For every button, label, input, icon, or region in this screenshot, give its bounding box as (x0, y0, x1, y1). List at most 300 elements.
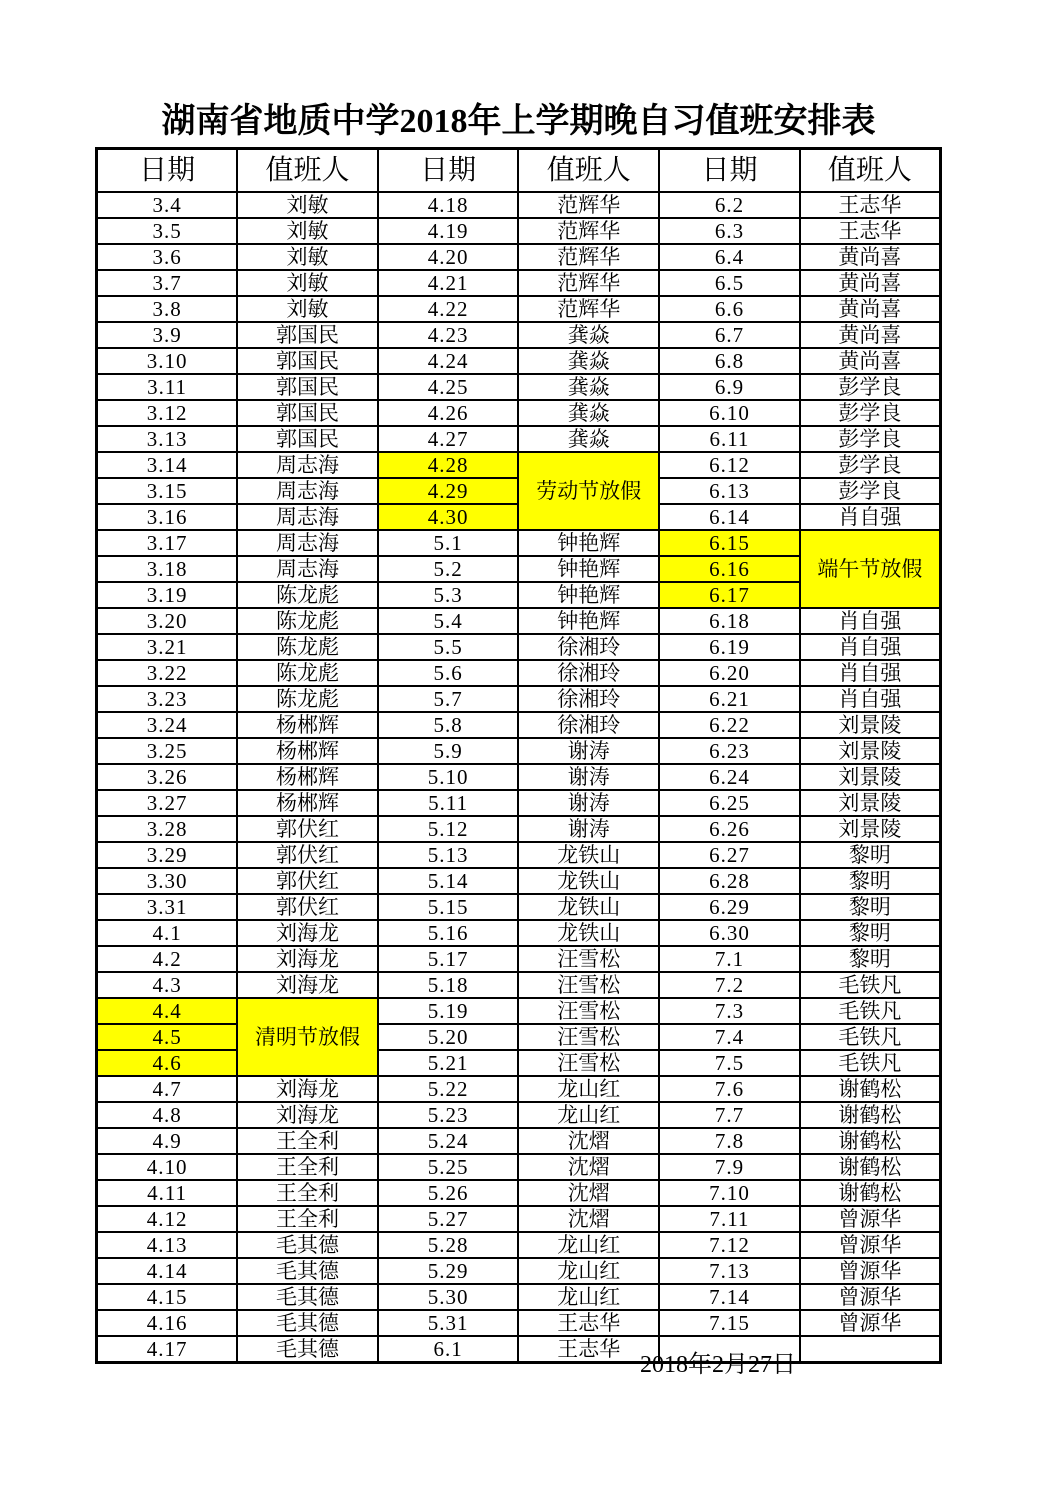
date-cell: 5.22 (378, 1076, 519, 1102)
date-cell: 3.16 (97, 504, 238, 530)
person-cell: 刘海龙 (237, 1102, 378, 1128)
header-cell: 值班人 (518, 149, 659, 193)
date-cell: 6.3 (659, 218, 800, 244)
date-cell: 5.21 (378, 1050, 519, 1076)
person-cell: 谢鹤松 (800, 1154, 941, 1180)
date-cell: 4.24 (378, 348, 519, 374)
date-cell: 3.15 (97, 478, 238, 504)
date-cell: 4.20 (378, 244, 519, 270)
person-cell: 毛其德 (237, 1258, 378, 1284)
person-cell: 陈龙彪 (237, 686, 378, 712)
table-row (97, 712, 941, 738)
date-cell: 4.26 (378, 400, 519, 426)
date-cell: 4.10 (97, 1154, 238, 1180)
date-cell: 3.26 (97, 764, 238, 790)
date-cell: 4.7 (97, 1076, 238, 1102)
date-cell: 3.22 (97, 660, 238, 686)
date-cell: 3.29 (97, 842, 238, 868)
person-cell: 谢鹤松 (800, 1102, 941, 1128)
person-cell: 范辉华 (518, 244, 659, 270)
date-cell: 6.13 (659, 478, 800, 504)
date-cell: 7.8 (659, 1128, 800, 1154)
person-cell: 龙铁山 (518, 894, 659, 920)
date-cell: 5.5 (378, 634, 519, 660)
person-cell: 杨郴辉 (237, 790, 378, 816)
date-cell: 3.9 (97, 322, 238, 348)
person-cell: 彭学良 (800, 426, 941, 452)
person-cell: 王志华 (518, 1310, 659, 1336)
date-cell: 6.6 (659, 296, 800, 322)
person-cell: 刘海龙 (237, 1076, 378, 1102)
date-cell: 4.3 (97, 972, 238, 998)
date-cell: 5.1 (378, 530, 519, 556)
person-cell: 毛铁凡 (800, 1024, 941, 1050)
table-row (97, 452, 941, 478)
person-cell: 彭学良 (800, 400, 941, 426)
date-cell: 4.23 (378, 322, 519, 348)
header-cell: 日期 (378, 149, 519, 193)
person-cell: 曾源华 (800, 1310, 941, 1336)
person-cell: 刘景陵 (800, 816, 941, 842)
person-cell: 龙山红 (518, 1232, 659, 1258)
table-row (97, 660, 941, 686)
date-cell: 7.4 (659, 1024, 800, 1050)
person-cell: 刘敏 (237, 270, 378, 296)
date-cell: 7.1 (659, 946, 800, 972)
table-row (97, 1154, 941, 1180)
person-cell: 徐湘玲 (518, 686, 659, 712)
date-cell: 3.14 (97, 452, 238, 478)
table-row (97, 348, 941, 374)
date-cell: 3.6 (97, 244, 238, 270)
person-cell: 沈熠 (518, 1206, 659, 1232)
table-row (97, 738, 941, 764)
person-cell: 毛其德 (237, 1310, 378, 1336)
date-cell: 5.28 (378, 1232, 519, 1258)
date-cell: 7.5 (659, 1050, 800, 1076)
date-cell: 5.3 (378, 582, 519, 608)
person-cell: 毛其德 (237, 1284, 378, 1310)
person-cell: 谢鹤松 (800, 1180, 941, 1206)
date-cell: 6.15 (659, 530, 800, 556)
person-cell: 周志海 (237, 530, 378, 556)
person-cell: 刘敏 (237, 244, 378, 270)
person-cell: 肖自强 (800, 634, 941, 660)
person-cell: 陈龙彪 (237, 608, 378, 634)
date-cell: 6.27 (659, 842, 800, 868)
person-cell: 徐湘玲 (518, 660, 659, 686)
person-cell: 毛其德 (237, 1336, 378, 1363)
date-cell: 5.30 (378, 1284, 519, 1310)
table-row (97, 270, 941, 296)
person-cell: 王志华 (800, 218, 941, 244)
date-cell: 6.9 (659, 374, 800, 400)
date-cell: 5.4 (378, 608, 519, 634)
date-cell: 3.31 (97, 894, 238, 920)
person-cell: 刘海龙 (237, 972, 378, 998)
date-cell: 5.31 (378, 1310, 519, 1336)
date-cell: 3.30 (97, 868, 238, 894)
date-cell: 7.12 (659, 1232, 800, 1258)
person-cell: 龙山红 (518, 1258, 659, 1284)
person-cell: 郭国民 (237, 374, 378, 400)
person-cell: 周志海 (237, 478, 378, 504)
person-cell: 肖自强 (800, 504, 941, 530)
date-cell: 4.12 (97, 1206, 238, 1232)
table-row (97, 946, 941, 972)
header-cell: 日期 (659, 149, 800, 193)
table-row (97, 634, 941, 660)
table-row (97, 998, 941, 1024)
date-cell: 4.21 (378, 270, 519, 296)
person-cell: 黄尚喜 (800, 322, 941, 348)
header-cell: 日期 (97, 149, 238, 193)
table-row (97, 1232, 941, 1258)
table-row (97, 1206, 941, 1232)
date-cell: 6.22 (659, 712, 800, 738)
person-cell: 徐湘玲 (518, 634, 659, 660)
person-cell: 范辉华 (518, 270, 659, 296)
date-cell: 6.30 (659, 920, 800, 946)
date-cell: 4.14 (97, 1258, 238, 1284)
person-cell: 曾源华 (800, 1232, 941, 1258)
date-cell: 6.14 (659, 504, 800, 530)
person-cell: 陈龙彪 (237, 582, 378, 608)
table-row (97, 192, 941, 218)
date-cell: 7.11 (659, 1206, 800, 1232)
date-cell: 3.12 (97, 400, 238, 426)
date-cell: 6.11 (659, 426, 800, 452)
person-cell: 龚焱 (518, 322, 659, 348)
date-cell: 3.11 (97, 374, 238, 400)
person-cell: 肖自强 (800, 660, 941, 686)
table-row (97, 374, 941, 400)
person-cell: 龚焱 (518, 400, 659, 426)
person-cell: 王全利 (237, 1128, 378, 1154)
person-cell: 谢涛 (518, 790, 659, 816)
date-cell: 7.9 (659, 1154, 800, 1180)
table-row (97, 894, 941, 920)
person-cell: 钟艳辉 (518, 582, 659, 608)
date-cell: 6.26 (659, 816, 800, 842)
table-row (97, 608, 941, 634)
person-cell: 汪雪松 (518, 946, 659, 972)
person-cell: 龙铁山 (518, 920, 659, 946)
date-cell: 4.6 (97, 1050, 238, 1076)
person-cell: 黎明 (800, 894, 941, 920)
date-cell: 6.24 (659, 764, 800, 790)
person-cell: 刘敏 (237, 192, 378, 218)
person-cell: 刘景陵 (800, 712, 941, 738)
person-cell: 曾源华 (800, 1258, 941, 1284)
date-cell: 3.23 (97, 686, 238, 712)
table-row (97, 400, 941, 426)
table-row (97, 1102, 941, 1128)
date-cell: 4.28 (378, 452, 519, 478)
table-row (97, 686, 941, 712)
date-cell: 6.29 (659, 894, 800, 920)
person-cell: 汪雪松 (518, 998, 659, 1024)
person-cell: 黎明 (800, 946, 941, 972)
date-cell: 5.29 (378, 1258, 519, 1284)
date-cell: 7.2 (659, 972, 800, 998)
date-cell: 4.11 (97, 1180, 238, 1206)
table-row (97, 322, 941, 348)
person-cell: 龙铁山 (518, 868, 659, 894)
person-cell: 黎明 (800, 842, 941, 868)
person-cell: 沈熠 (518, 1128, 659, 1154)
person-cell: 曾源华 (800, 1206, 941, 1232)
header-cell: 值班人 (800, 149, 941, 193)
date-cell: 5.12 (378, 816, 519, 842)
person-cell: 郭国民 (237, 426, 378, 452)
date-cell: 5.8 (378, 712, 519, 738)
person-cell: 龙山红 (518, 1076, 659, 1102)
person-cell: 谢鹤松 (800, 1128, 941, 1154)
date-cell: 5.13 (378, 842, 519, 868)
header-cell: 值班人 (237, 149, 378, 193)
date-cell: 4.5 (97, 1024, 238, 1050)
person-cell: 毛铁凡 (800, 998, 941, 1024)
person-cell: 周志海 (237, 556, 378, 582)
date-cell: 7.6 (659, 1076, 800, 1102)
table-row (97, 244, 941, 270)
date-cell: 5.15 (378, 894, 519, 920)
date-cell: 5.23 (378, 1102, 519, 1128)
person-cell: 郭国民 (237, 400, 378, 426)
person-cell: 肖自强 (800, 608, 941, 634)
date-cell: 5.17 (378, 946, 519, 972)
date-cell: 3.28 (97, 816, 238, 842)
date-cell: 5.2 (378, 556, 519, 582)
date-cell: 6.2 (659, 192, 800, 218)
person-cell: 刘海龙 (237, 946, 378, 972)
person-cell: 钟艳辉 (518, 530, 659, 556)
date-cell: 3.18 (97, 556, 238, 582)
person-cell: 陈龙彪 (237, 634, 378, 660)
table-row (97, 530, 941, 556)
date-cell: 5.11 (378, 790, 519, 816)
date-cell: 4.1 (97, 920, 238, 946)
person-cell: 范辉华 (518, 192, 659, 218)
date-cell: 7.10 (659, 1180, 800, 1206)
person-cell: 黎明 (800, 868, 941, 894)
person-cell: 黄尚喜 (800, 296, 941, 322)
date-cell: 3.25 (97, 738, 238, 764)
date-cell: 4.9 (97, 1128, 238, 1154)
date-cell: 4.16 (97, 1310, 238, 1336)
table-row (97, 296, 941, 322)
person-cell: 汪雪松 (518, 972, 659, 998)
date-cell: 3.17 (97, 530, 238, 556)
table-row (97, 1076, 941, 1102)
date-cell: 6.5 (659, 270, 800, 296)
table-row (97, 972, 941, 998)
date-cell: 3.27 (97, 790, 238, 816)
person-cell: 彭学良 (800, 374, 941, 400)
date-cell: 4.18 (378, 192, 519, 218)
person-cell: 龙山红 (518, 1284, 659, 1310)
date-cell: 4.27 (378, 426, 519, 452)
table-row (97, 1024, 941, 1050)
date-cell: 6.4 (659, 244, 800, 270)
date-cell: 4.25 (378, 374, 519, 400)
date-cell: 4.4 (97, 998, 238, 1024)
person-cell: 郭国民 (237, 348, 378, 374)
date-cell: 3.8 (97, 296, 238, 322)
person-cell: 龚焱 (518, 426, 659, 452)
date-cell: 4.2 (97, 946, 238, 972)
table-row (97, 868, 941, 894)
table-row (97, 1050, 941, 1076)
person-cell: 沈熠 (518, 1154, 659, 1180)
person-cell: 沈熠 (518, 1180, 659, 1206)
document-date: 2018年2月27日 (640, 1352, 796, 1378)
date-cell: 6.23 (659, 738, 800, 764)
date-cell: 5.20 (378, 1024, 519, 1050)
date-cell: 3.13 (97, 426, 238, 452)
person-cell: 王全利 (237, 1154, 378, 1180)
date-cell: 6.20 (659, 660, 800, 686)
date-cell: 3.7 (97, 270, 238, 296)
table-row (97, 816, 941, 842)
person-cell: 毛铁凡 (800, 972, 941, 998)
table-row (97, 764, 941, 790)
person-cell (800, 1336, 941, 1363)
date-cell: 5.19 (378, 998, 519, 1024)
table-row (97, 842, 941, 868)
date-cell: 4.22 (378, 296, 519, 322)
date-cell: 5.24 (378, 1128, 519, 1154)
person-cell: 刘敏 (237, 218, 378, 244)
person-cell: 王志华 (800, 192, 941, 218)
person-cell: 刘景陵 (800, 738, 941, 764)
person-cell: 谢涛 (518, 764, 659, 790)
person-cell: 彭学良 (800, 452, 941, 478)
date-cell: 5.9 (378, 738, 519, 764)
person-cell: 刘海龙 (237, 920, 378, 946)
date-cell: 7.15 (659, 1310, 800, 1336)
person-cell: 黄尚喜 (800, 348, 941, 374)
person-cell: 毛其德 (237, 1232, 378, 1258)
date-cell: 4.19 (378, 218, 519, 244)
date-cell: 5.26 (378, 1180, 519, 1206)
person-cell: 周志海 (237, 504, 378, 530)
person-cell: 谢涛 (518, 816, 659, 842)
date-cell: 7.14 (659, 1284, 800, 1310)
date-cell: 4.13 (97, 1232, 238, 1258)
person-cell: 肖自强 (800, 686, 941, 712)
date-cell: 4.17 (97, 1336, 238, 1363)
holiday-cell: 清明节放假 (237, 998, 378, 1076)
date-cell: 6.18 (659, 608, 800, 634)
table-row (97, 920, 941, 946)
person-cell: 汪雪松 (518, 1050, 659, 1076)
date-cell: 5.25 (378, 1154, 519, 1180)
date-cell: 6.1 (378, 1336, 519, 1363)
date-cell: 5.7 (378, 686, 519, 712)
person-cell: 郭伏红 (237, 894, 378, 920)
holiday-cell: 劳动节放假 (518, 452, 659, 530)
date-cell: 6.25 (659, 790, 800, 816)
date-cell: 3.20 (97, 608, 238, 634)
page-title: 湖南省地质中学2018年上学期晚自习值班安排表 (161, 103, 876, 140)
date-cell: 7.13 (659, 1258, 800, 1284)
table-row (97, 1128, 941, 1154)
person-cell: 钟艳辉 (518, 608, 659, 634)
date-cell: 3.10 (97, 348, 238, 374)
person-cell: 杨郴辉 (237, 738, 378, 764)
table-row (97, 1310, 941, 1336)
date-cell: 6.10 (659, 400, 800, 426)
person-cell: 刘景陵 (800, 790, 941, 816)
person-cell: 龙山红 (518, 1102, 659, 1128)
person-cell: 谢涛 (518, 738, 659, 764)
date-cell: 5.14 (378, 868, 519, 894)
table-row (97, 790, 941, 816)
person-cell: 毛铁凡 (800, 1050, 941, 1076)
date-cell: 3.19 (97, 582, 238, 608)
date-cell: 7.7 (659, 1102, 800, 1128)
person-cell: 彭学良 (800, 478, 941, 504)
date-cell: 3.24 (97, 712, 238, 738)
person-cell: 龚焱 (518, 348, 659, 374)
date-cell: 6.28 (659, 868, 800, 894)
date-cell: 6.21 (659, 686, 800, 712)
person-cell: 徐湘玲 (518, 712, 659, 738)
date-cell: 6.7 (659, 322, 800, 348)
person-cell: 钟艳辉 (518, 556, 659, 582)
table-row (97, 1258, 941, 1284)
date-cell: 3.21 (97, 634, 238, 660)
person-cell: 龙铁山 (518, 842, 659, 868)
table-row (97, 1180, 941, 1206)
person-cell: 范辉华 (518, 296, 659, 322)
date-cell: 6.12 (659, 452, 800, 478)
person-cell: 黎明 (800, 920, 941, 946)
table-row (97, 1336, 941, 1363)
date-cell: 6.8 (659, 348, 800, 374)
date-cell: 5.18 (378, 972, 519, 998)
person-cell: 郭国民 (237, 322, 378, 348)
date-cell: 4.8 (97, 1102, 238, 1128)
date-cell: 3.4 (97, 192, 238, 218)
person-cell: 黄尚喜 (800, 244, 941, 270)
person-cell: 刘景陵 (800, 764, 941, 790)
date-cell: 5.6 (378, 660, 519, 686)
schedule-table-header-row (97, 149, 941, 193)
date-cell: 4.15 (97, 1284, 238, 1310)
table-row (97, 218, 941, 244)
date-cell: 5.16 (378, 920, 519, 946)
date-cell: 7.3 (659, 998, 800, 1024)
person-cell: 周志海 (237, 452, 378, 478)
duty-schedule-table (95, 147, 942, 1364)
date-cell: 6.16 (659, 556, 800, 582)
date-cell: 4.29 (378, 478, 519, 504)
person-cell: 陈龙彪 (237, 660, 378, 686)
person-cell: 王全利 (237, 1206, 378, 1232)
holiday-cell: 端午节放假 (800, 530, 941, 608)
date-cell: 5.27 (378, 1206, 519, 1232)
person-cell: 曾源华 (800, 1284, 941, 1310)
person-cell: 范辉华 (518, 218, 659, 244)
person-cell: 郭伏红 (237, 816, 378, 842)
person-cell: 黄尚喜 (800, 270, 941, 296)
date-cell: 6.17 (659, 582, 800, 608)
date-cell: 6.19 (659, 634, 800, 660)
person-cell: 郭伏红 (237, 868, 378, 894)
